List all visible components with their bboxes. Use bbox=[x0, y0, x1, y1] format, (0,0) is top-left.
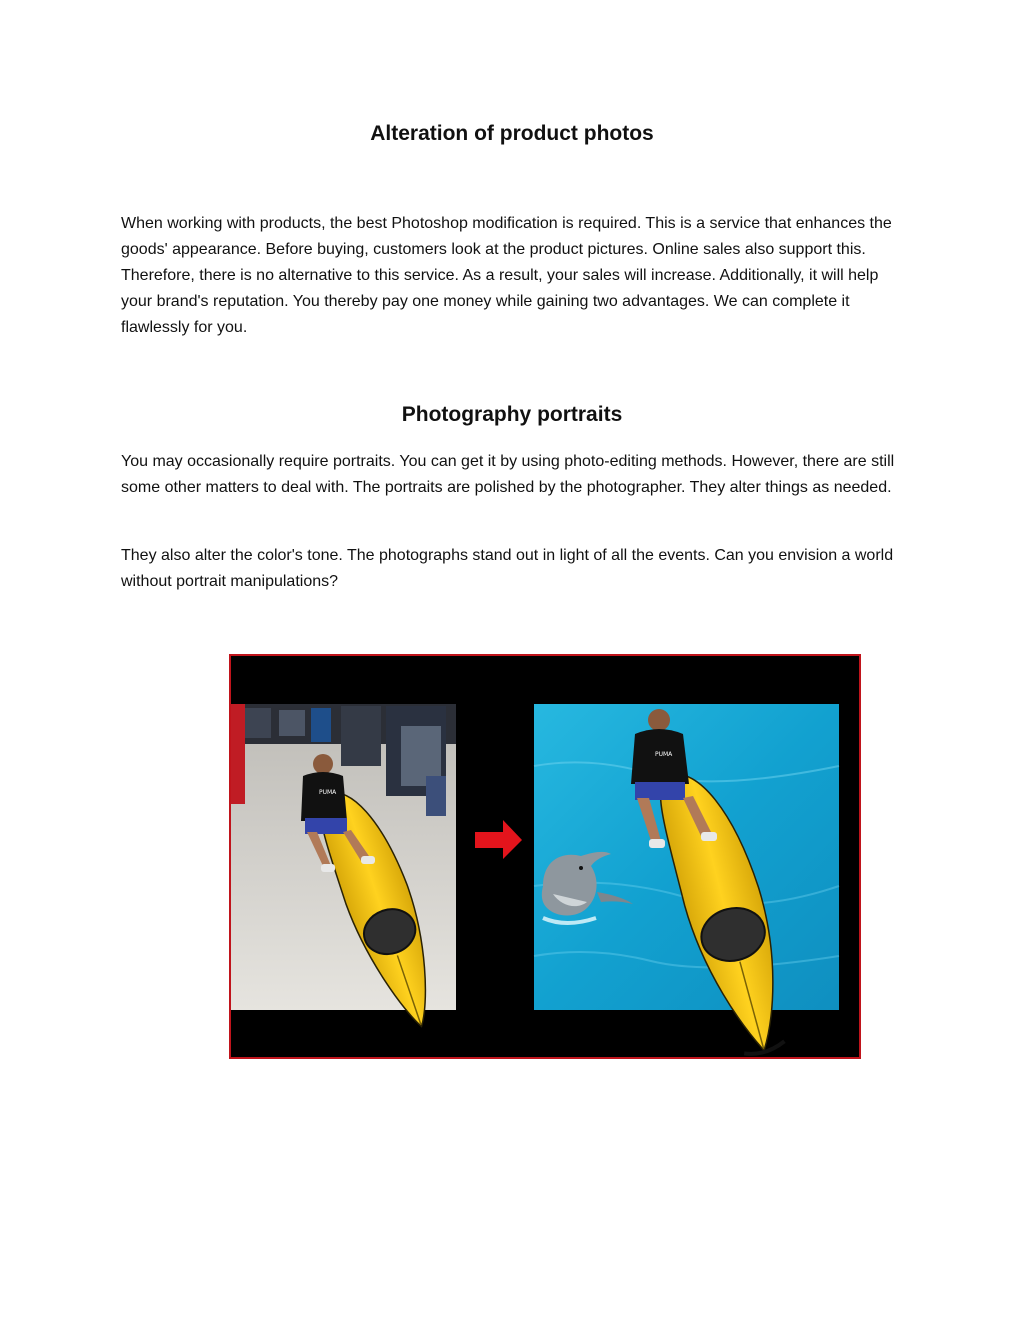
paragraph-portraits-2: They also alter the color's tone. The photographs stand out in light of all the events. Can you envision a world without portrait manipulations? bbox=[121, 547, 894, 590]
arrow-icon bbox=[475, 820, 522, 859]
after-photo bbox=[534, 704, 839, 1057]
shirt-logo-before: PUMA bbox=[319, 789, 337, 796]
section-title-portraits: Photography portraits bbox=[401, 403, 623, 426]
before-after-image bbox=[229, 654, 861, 1059]
paragraph-product-photos: When working with products, the best Photoshop modification is required. This is a service that enhances the goods' appearance. Before buying, customers look at the product pictures. Online sales also support this. Therefore, there is no alternative to this service. As a result, your sales will increase. Additionally, it will help your brand's reputation. You thereby pay one money while gaining two advantages. We can complete it flawlessly for you. bbox=[121, 215, 892, 336]
paragraph-portraits-1: You may occasionally require portraits. You can get it by using photo-editing methods. However, there are still some other matters to deal with. The portraits are polished by the photographer. They alter things as needed. bbox=[121, 453, 895, 496]
before-photo bbox=[231, 704, 456, 1037]
shirt-logo-after: PUMA bbox=[655, 751, 673, 758]
section-title-product-photos: Alteration of product photos bbox=[370, 122, 654, 145]
